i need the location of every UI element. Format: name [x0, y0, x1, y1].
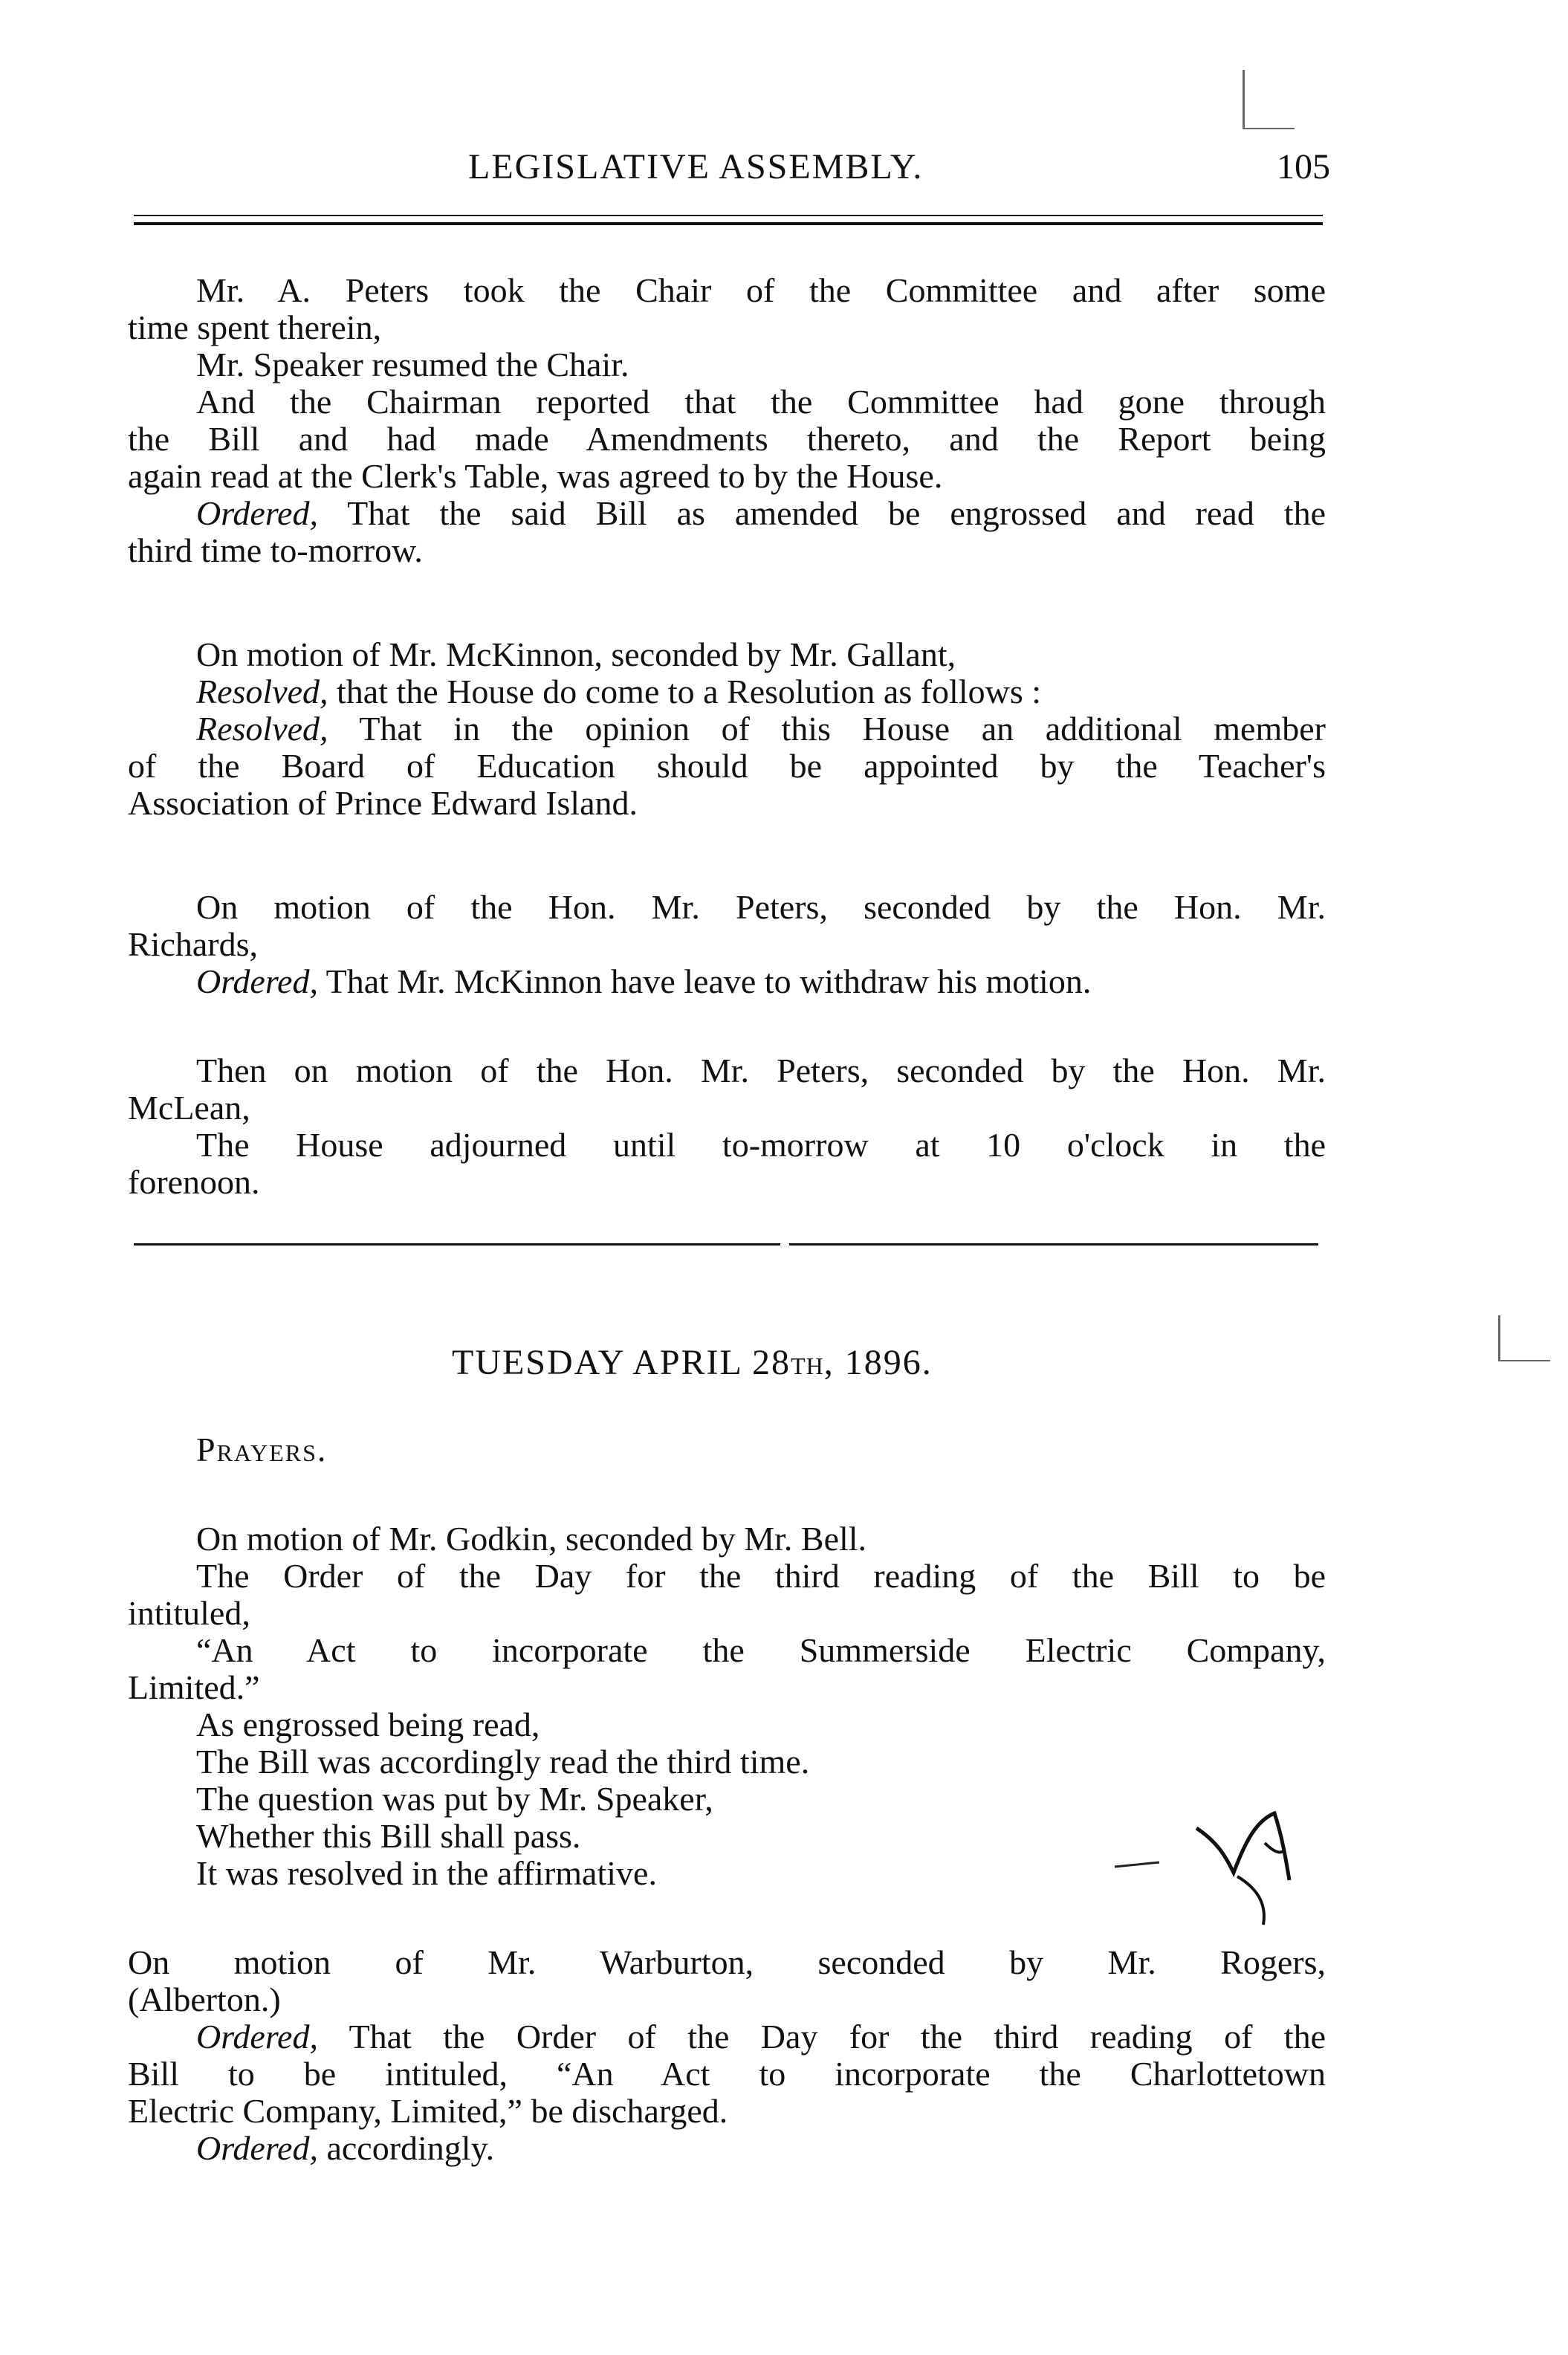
block5-line-5: Limited.”	[128, 1668, 260, 1706]
block5-line-6: As engrossed being read,	[196, 1705, 540, 1743]
scan-mark	[1498, 1315, 1500, 1360]
prayers-heading: Prayers.	[196, 1431, 328, 1468]
block6-line-6-text: accordingly.	[326, 2129, 495, 2167]
block1-line-1: Mr. A. Peters took the Chair of the Committee and after some	[196, 271, 1326, 309]
block1-line-7	[196, 495, 1326, 532]
section-divider-left	[134, 1243, 780, 1245]
block6-line-4: Bill to be intituled, “An Act to incorporate the Charlottetown	[128, 2055, 1326, 2093]
block4-line-4: forenoon.	[128, 1163, 260, 1201]
block3-line-2: Richards,	[128, 925, 259, 963]
ordered-label: Ordered,	[196, 962, 318, 1000]
block5-line-3: intituled,	[128, 1594, 250, 1632]
block1-line-6: again read at the Clerk's Table, was agreed to by the House.	[128, 457, 943, 495]
block1-line-5: the Bill and had made Amendments thereto, and the Report being	[128, 420, 1326, 458]
block2-line-5: Association of Prince Edward Island.	[128, 784, 638, 822]
ordered-label: Ordered,	[196, 494, 318, 532]
block5-line-8: The question was put by Mr. Speaker,	[196, 1780, 713, 1818]
block3-line-3-text: That Mr. McKinnon have leave to withdraw his motion.	[325, 962, 1092, 1000]
section-divider-right	[789, 1243, 1318, 1245]
block1-line-2: time spent therein,	[128, 308, 382, 346]
block6-line-5: Electric Company, Limited,” be discharged.	[128, 2092, 728, 2130]
block2-line-4: of the Board of Education should be appointed by the Teacher's	[128, 747, 1326, 785]
date-heading	[452, 1342, 933, 1387]
block5-line-10: It was resolved in the affirmative.	[196, 1854, 657, 1892]
block5-line-7: The Bill was accordingly read the third time.	[196, 1743, 810, 1781]
block6-line-2: (Alberton.)	[128, 1980, 281, 2018]
block2-line-3	[196, 710, 1326, 748]
page-number: 105	[1277, 147, 1330, 187]
ordered-label: Ordered,	[196, 2129, 318, 2167]
scan-mark	[1243, 70, 1245, 129]
block6-line-3-text: That the Order of the Day for the third reading of the	[349, 2018, 1326, 2056]
running-header-title: LEGISLATIVE ASSEMBLY.	[468, 147, 924, 187]
scan-mark	[1243, 128, 1295, 129]
block1-line-7-text: That the said Bill as amended be engrossed and read the	[347, 494, 1326, 532]
block4-line-1: Then on motion of the Hon. Mr. Peters, seconded by the Hon. Mr.	[196, 1052, 1326, 1089]
handwritten-checkmark-icon	[1107, 1798, 1300, 1932]
block6-line-3	[196, 2018, 1326, 2056]
resolved-label: Resolved,	[196, 710, 328, 748]
block5-line-2: The Order of the Day for the third reading of the Bill to be	[196, 1557, 1326, 1595]
block3-line-1: On motion of the Hon. Mr. Peters, seconded by the Hon. Mr.	[196, 888, 1326, 926]
resolved-label: Resolved,	[196, 673, 328, 710]
block6-line-6	[196, 2130, 1326, 2167]
date-heading-year: , 1896.	[823, 1343, 933, 1382]
block2-line-2-text: that the House do come to a Resolution as follows :	[337, 673, 1041, 710]
block4-line-2: McLean,	[128, 1089, 250, 1127]
date-heading-text: TUESDAY APRIL 28	[452, 1343, 791, 1382]
block3-line-3	[196, 963, 1326, 1000]
block1-line-8: third time to-morrow.	[128, 531, 423, 569]
header-rule-top	[134, 215, 1323, 216]
block1-line-4: And the Chairman reported that the Committee had gone through	[196, 383, 1326, 421]
block5-line-1: On motion of Mr. Godkin, seconded by Mr. Bell.	[196, 1520, 867, 1558]
scan-mark	[1498, 1360, 1550, 1361]
block2-line-2	[196, 673, 1326, 710]
block4-line-3: The House adjourned until to-morrow at 10 o'clock in the	[196, 1126, 1326, 1164]
block6-line-1: On motion of Mr. Warburton, seconded by Mr. Rogers,	[128, 1943, 1326, 1981]
ordered-label: Ordered,	[196, 2018, 318, 2056]
block1-line-3: Mr. Speaker resumed the Chair.	[196, 346, 629, 383]
date-ordinal-suffix: TH	[791, 1353, 824, 1379]
header-rule-bottom	[134, 222, 1323, 225]
block5-line-9: Whether this Bill shall pass.	[196, 1817, 581, 1855]
block2-line-1: On motion of Mr. McKinnon, seconded by Mr. Gallant,	[196, 635, 956, 673]
block2-line-3-text: That in the opinion of this House an additional member	[359, 710, 1326, 748]
block5-line-4: “An Act to incorporate the Summerside Electric Company,	[196, 1631, 1326, 1669]
